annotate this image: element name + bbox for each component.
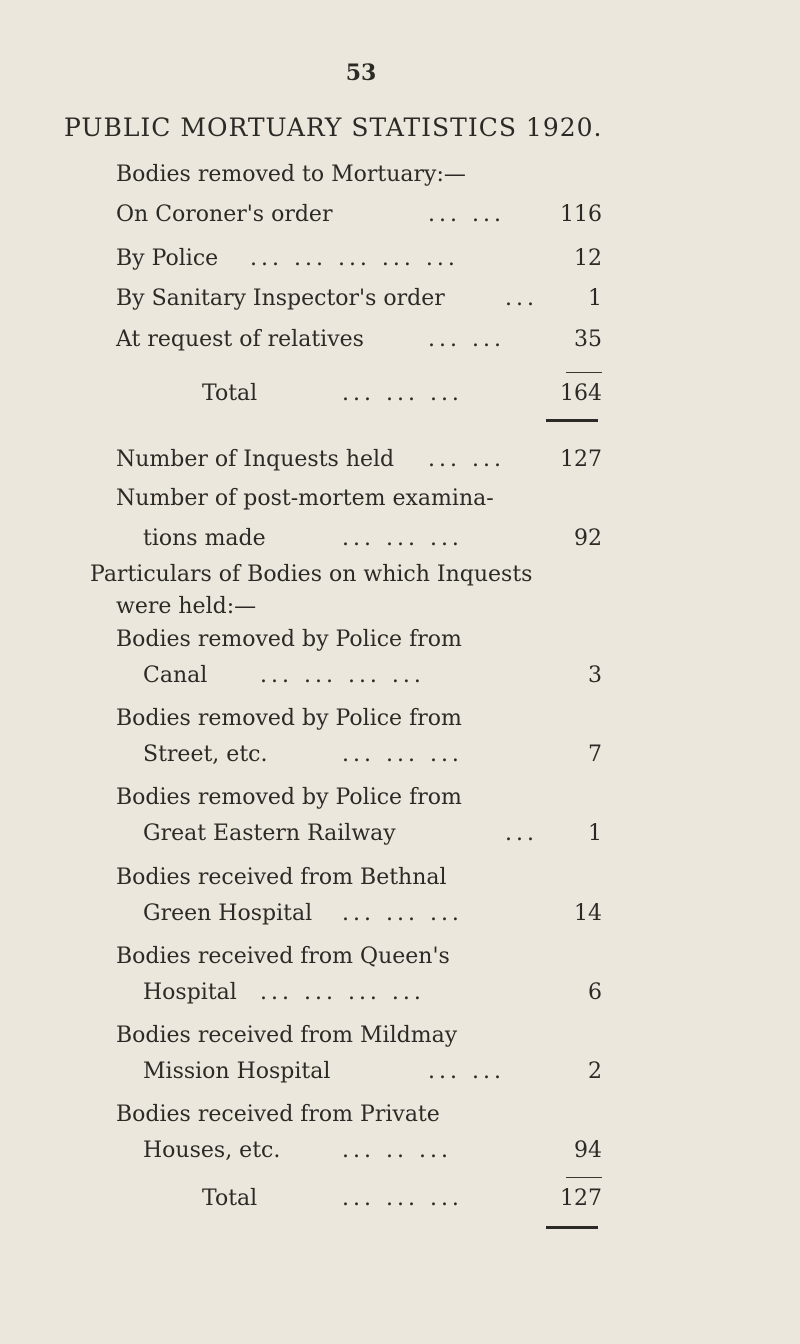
particulars-item-label: Bodies received from Mildmay [116, 1023, 458, 1048]
total-label: Total [202, 1186, 258, 1211]
leader-dots: ... ... ... [342, 742, 463, 767]
leader-dots: ... ... ... ... [260, 980, 425, 1005]
leader-dots: ... .. ... [342, 1138, 452, 1163]
particulars-heading-cont: were held:— [116, 594, 257, 619]
particulars-heading: Particulars of Bodies on which Inquests [90, 562, 533, 587]
leader-dots: ... [505, 286, 538, 311]
removed-item-label: By Police [116, 246, 219, 271]
removed-item-value: 35 [574, 327, 602, 352]
leader-dots: ... ... ... [342, 526, 463, 551]
postmortem-label: Number of post-mortem examina- [116, 486, 494, 511]
leader-dots: ... ... ... [342, 1186, 463, 1211]
leader-dots: ... ... ... ... ... [250, 246, 459, 271]
inquests-value: 127 [560, 447, 602, 472]
removed-item-value: 1 [588, 286, 602, 311]
particulars-item-value: 3 [588, 663, 602, 688]
particulars-item-label: Bodies removed by Police from [116, 706, 462, 731]
leader-dots: ... ... [428, 202, 505, 227]
leader-dots: ... ... ... [342, 901, 463, 926]
removed-item-label: At request of relatives [116, 327, 364, 352]
particulars-item-label-cont: Houses, etc. [143, 1138, 281, 1163]
leader-dots: ... ... [428, 327, 505, 352]
particulars-item-label: Bodies received from Queen's [116, 944, 450, 969]
total-label: Total [202, 381, 258, 406]
postmortem-value: 92 [574, 526, 602, 551]
particulars-item-value: 7 [588, 742, 602, 767]
removed-total-value: 164 [560, 381, 602, 406]
particulars-item-label: Bodies received from Bethnal [116, 865, 447, 890]
removed-item-value: 12 [574, 246, 602, 271]
particulars-item-value: 6 [588, 980, 602, 1005]
removed-heading: Bodies removed to Mortuary:— [116, 162, 466, 187]
postmortem-label-cont: tions made [143, 526, 266, 551]
particulars-item-value: 2 [588, 1059, 602, 1084]
particulars-item-value: 14 [574, 901, 602, 926]
particulars-item-value: 1 [588, 821, 602, 846]
particulars-item-label: Bodies removed by Police from [116, 785, 462, 810]
leader-dots: ... ... ... ... [260, 663, 425, 688]
removed-item-label: By Sanitary Inspector's order [116, 286, 445, 311]
sum-rule [566, 372, 602, 373]
leader-dots: ... [505, 821, 538, 846]
removed-item-label: On Coroner's order [116, 202, 333, 227]
particulars-item-label-cont: Green Hospital [143, 901, 313, 926]
particulars-item-label-cont: Mission Hospital [143, 1059, 331, 1084]
total-rule [546, 419, 598, 422]
total-rule [546, 1226, 598, 1229]
particulars-item-value: 94 [574, 1138, 602, 1163]
particulars-item-label-cont: Canal [143, 663, 208, 688]
page-number: 53 [345, 60, 377, 86]
sum-rule [566, 1177, 602, 1178]
particulars-item-label-cont: Street, etc. [143, 742, 268, 767]
particulars-item-label-cont: Hospital [143, 980, 237, 1005]
leader-dots: ... ... [428, 447, 505, 472]
leader-dots: ... ... ... [342, 381, 463, 406]
particulars-item-label: Bodies removed by Police from [116, 627, 462, 652]
particulars-item-label-cont: Great Eastern Railway [143, 821, 396, 846]
page-title: PUBLIC MORTUARY STATISTICS 1920. [64, 113, 603, 142]
particulars-item-label: Bodies received from Private [116, 1102, 440, 1127]
inquests-label: Number of Inquests held [116, 447, 395, 472]
particulars-total-value: 127 [560, 1186, 602, 1211]
removed-item-value: 116 [560, 202, 602, 227]
leader-dots: ... ... [428, 1059, 505, 1084]
